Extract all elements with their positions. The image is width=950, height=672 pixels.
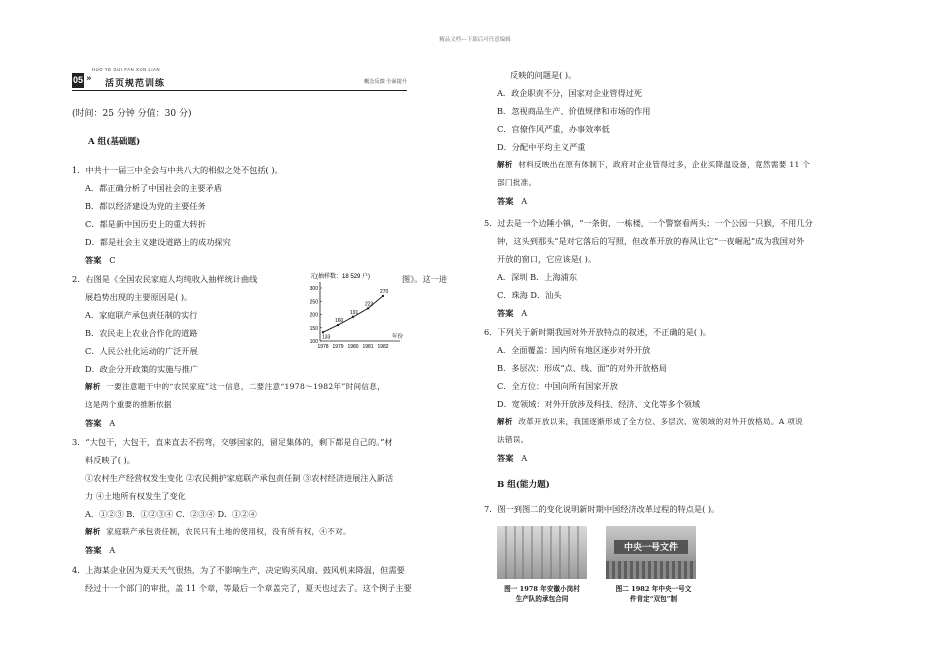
q4-analysis-text1: 材料反映出在原有体制下，政府对企业管得过多，企业买降温设备，竟然需要 11 个	[518, 160, 811, 169]
chart-data-label: 133	[322, 334, 331, 341]
income-line-chart	[296, 268, 421, 352]
q2-option-b: B．农民走上农业合作化的道路	[85, 328, 198, 338]
q6-answer-label: 答案	[497, 453, 514, 463]
q1-stem: 1．中共十一届三中全会与中共八大的相似之处不包括( )。	[72, 165, 283, 175]
q3-stem-line1: 3．“大包干，大包干，直来直去不拐弯，交够国家的，留足集体的，剩下都是自己的。”材	[72, 437, 393, 447]
q6-option-c: C．全方位：中国向所有国家开放	[497, 381, 618, 391]
page-header-note: 精品文档---下载后可任意编辑	[439, 37, 511, 43]
photo2-field	[606, 561, 696, 579]
q2-analysis-text1: 一要注意题干中的“农民家庭”这一信息，二要注意“1978～1982年”时间信息，	[106, 382, 386, 391]
q2-answer-value: A	[109, 418, 116, 428]
q6-analysis-line1	[497, 413, 803, 432]
q1-answer-label: 答案	[85, 255, 102, 265]
time-score-meta: (时间：25 分钟 分值：30 分)	[72, 109, 192, 119]
q4-stem-line2: 经过十一个部门的审批，盖 11 个章，等最后一个章盖完了，夏天也过去了。这个例子主要	[85, 583, 412, 593]
q4-option-b: B．忽视商品生产、价值规律和市场的作用	[497, 106, 651, 116]
q5-options-cd: C．珠海 D．汕头	[497, 290, 562, 300]
q5-options-ab: A．深圳 B．上海浦东	[497, 272, 578, 282]
q3-analysis-text: 家庭联产承包责任制，农民只有土地的使用权，没有所有权，④不对。	[106, 527, 351, 536]
chart-x-tick-label: 1980	[347, 344, 359, 350]
chart-point	[352, 316, 354, 318]
q6-analysis-label: 解析	[497, 417, 513, 426]
q1-option-b: B．都以经济建设为党的主要任务	[85, 201, 206, 211]
q2-answer	[72, 414, 115, 433]
photo2-caption-line2: 件肯定“双包”制	[629, 595, 678, 603]
chart-point	[322, 331, 324, 333]
group-a-title: A 组(基础题)	[88, 137, 141, 147]
chart-y-tick-label: 100	[309, 339, 318, 345]
q5-answer-value: A	[521, 308, 528, 318]
q4-analysis-line1	[497, 156, 810, 175]
q1-option-d: D．都是社会主义建设道路上的成功探究	[85, 237, 231, 247]
q4-option-c: C．官僚作风严重，办事效率低	[497, 124, 610, 134]
q3-answer-value: A	[109, 545, 116, 555]
q5-stem-line2: 钟，这头到那头”是对它落后的写照，但改革开放的春风让它“一夜崛起”成为我国对外	[497, 236, 805, 246]
q2-analysis-label: 解析	[85, 382, 101, 391]
photo1-caption-line1: 图一 1978 年安徽小岗村	[504, 585, 580, 593]
q5-answer-label: 答案	[497, 308, 514, 318]
q1-option-a: A．都正确分析了中国社会的主要矛盾	[85, 183, 222, 193]
q3-analysis-label: 解析	[85, 527, 101, 536]
photo1-caption	[492, 584, 592, 604]
q3-answer	[72, 541, 115, 560]
photo1-caption-line2: 生产队的承包合同	[515, 595, 569, 603]
q6-stem: 6．下列关于新时期我国对外开放特点的叙述，不正确的是( )。	[484, 327, 712, 337]
q6-answer-value: A	[521, 453, 528, 463]
q3-choices: A．①②③ B．①②③④ C．②③④ D．①②④	[85, 509, 257, 519]
q3-statements-line2: 力 ④土地所有权发生了变化	[85, 491, 186, 501]
q4-answer-value: A	[521, 196, 528, 206]
q2-option-d: D．政企分开政策的实施与推广	[85, 364, 199, 374]
q6-option-d: D．宽领域：对外开放涉及科技、经济、文化等多个领域	[497, 399, 701, 409]
q4-stem-line1: 4．上海某企业因为夏天天气很热，为了不影响生产，决定购买风扇、鼓风机来降温，但需要	[72, 565, 405, 575]
banner-number: 05	[72, 73, 84, 88]
q5-stem-line1: 5．过去是一个边陲小镇，“一条街，一栋楼，一个警察看两头；一个公园一只猴，不用几分	[484, 218, 813, 228]
chart-data-label: 191	[350, 309, 359, 316]
q2-answer-label: 答案	[85, 418, 102, 428]
q2-stem-line1: 2．右图是《全国农民家庭人均纯收入抽样统计曲线	[72, 274, 258, 284]
q6-option-a: A．全面覆盖：国内所有地区逐步对外开放	[497, 345, 651, 355]
chart-point	[382, 295, 384, 297]
chart-data-label: 160	[335, 318, 344, 325]
q6-analysis-line2: 法错误。	[497, 435, 529, 444]
q2-option-a: A．家庭联产承包责任制的实行	[85, 310, 198, 320]
photo-central-document-1982	[606, 526, 696, 579]
chart-x-tick-label: 1979	[332, 344, 344, 350]
chart-x-label: 年份	[392, 334, 404, 340]
chart-x-tick-label: 1978	[317, 344, 329, 350]
chart-y-tick-label: 150	[309, 325, 318, 332]
q3-statements-line1: ①农村生产经营权发生变化 ②农民拥护家庭联产承包责任制 ③农村经济进展注入新活	[85, 473, 394, 483]
banner-title: 活页规范训练	[105, 79, 166, 89]
group-b-title: B 组(能力题)	[497, 480, 550, 490]
photo2-caption	[601, 584, 706, 604]
banner-tags: 概念反馈 全面提升	[364, 79, 407, 85]
q4-option-d: D．分配中平均主义严重	[497, 142, 586, 152]
q7-stem: 7．图一到图二的变化说明新时期中国经济改革过程的特点是( )。	[484, 504, 720, 514]
chart-title: 元(抽样数：18 529 户)	[310, 274, 371, 280]
q4-analysis-line2: 部门批准。	[497, 178, 537, 187]
chevron-right-icon: »	[86, 74, 92, 84]
q4-answer-label: 答案	[497, 196, 514, 206]
banner-pinyin: HUO YE GUI FAN XUN LIAN	[92, 67, 161, 72]
q2-stem-line1b: 图》。这一进	[402, 274, 448, 284]
section-banner	[72, 67, 407, 91]
q6-answer	[497, 449, 527, 468]
chart-data-label: 223	[365, 301, 374, 308]
photo-contract-1978	[497, 526, 587, 579]
q2-analysis-line2: 这是两个重要的推断依据	[85, 400, 172, 409]
chart-data-label: 270	[380, 288, 389, 295]
q3-answer-label: 答案	[85, 545, 102, 555]
q6-analysis-text1: 改革开放以来，我国逐渐形成了全方位、多层次、宽领域的对外开放格局。A 项说	[518, 417, 804, 426]
chart-x-tick-label: 1982	[377, 344, 389, 350]
q5-answer	[497, 304, 527, 323]
q1-answer	[72, 251, 115, 270]
q4-option-a: A．政企职责不分，国家对企业管得过死	[497, 88, 643, 98]
photo2-caption-line1: 图二 1982 年中央一号文	[615, 585, 692, 593]
chart-point	[337, 324, 339, 326]
q2-analysis-line1	[72, 378, 385, 397]
q5-stem-line3: 开放的窗口，它应该是( )。	[497, 254, 597, 264]
chart-point	[367, 307, 369, 309]
q4-stem-line3: 反映的问题是( )。	[510, 70, 577, 80]
q4-analysis-label: 解析	[497, 160, 513, 169]
chart-y-tick-label: 250	[309, 299, 318, 306]
q3-analysis	[72, 523, 351, 542]
chart-y-tick-label: 300	[309, 286, 318, 292]
photo2-banner-text: 中央一号文件	[614, 540, 688, 554]
q2-option-c: C．人民公社化运动的广泛开展	[85, 346, 198, 356]
q4-answer	[497, 192, 527, 211]
q2-stem-line2: 展趋势出现的主要原因是( )。	[85, 292, 193, 302]
q6-option-b: B．多层次：形成“点、线、面”的对外开放格局	[497, 363, 667, 373]
q1-answer-value: C	[109, 255, 116, 265]
chart-y-tick-label: 200	[309, 312, 318, 319]
q1-option-c: C．都是新中国历史上的重大转折	[85, 219, 206, 229]
chart-x-tick-label: 1981	[362, 344, 374, 350]
q3-stem-line2: 料反映了( )。	[85, 455, 135, 465]
